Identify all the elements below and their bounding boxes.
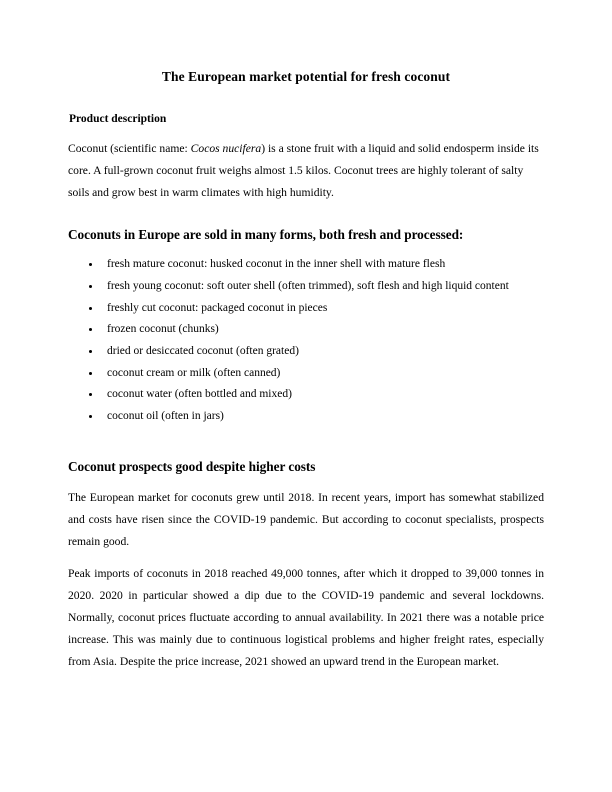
list-item (68, 258, 544, 270)
page-title: The European market potential for fresh coconut (161, 69, 451, 84)
prospects-paragraph-2: Peak imports of coconuts in 2018 reached 49,000 tonnes, after which it dropped to 39,000 tonnes in 2020. 2020 in particular showed a dip due to the COVID-19 pandemic and several lockdowns. Normally, coconut prices fluctuate according to annual availability. In 2021 there was a notable price increase. This was mainly due to continuous logistical problems and higher freight rates, especially from Asia. Despite the price increase, 2021 showed an upward trend in the European market. (68, 567, 544, 668)
list-item-label: coconut cream or milk (often canned) (107, 366, 281, 379)
list-item (68, 323, 544, 335)
list-item (68, 280, 544, 292)
prospects-paragraph-1: The European market for coconuts grew until 2018. In recent years, import has somewhat stabilized and costs have risen since the COVID-19 pandemic. But according to coconut specialists, prospects remain good. (68, 491, 544, 548)
bullet-icon (89, 415, 92, 418)
prospects-section (68, 432, 544, 673)
list-item-label: fresh young coconut: soft outer shell (often trimmed), soft flesh and high liquid content (107, 279, 509, 292)
species-name: Cocos nucifera (190, 142, 262, 156)
list-item (68, 367, 544, 379)
list-item (68, 302, 544, 314)
list-item-label: freshly cut coconut: packaged coconut in pieces (107, 301, 328, 314)
list-item-label: coconut water (often bottled and mixed) (107, 388, 292, 401)
coconut-forms-list (68, 244, 544, 422)
bullet-icon (89, 263, 92, 266)
document-content (68, 60, 544, 672)
list-item-label: dried or desiccated coconut (often grated) (107, 344, 299, 357)
prospects-heading: Coconut prospects good despite higher costs (68, 458, 316, 474)
bullet-icon (89, 372, 92, 375)
product-description-heading: Product description (69, 113, 167, 126)
list-item-label: coconut oil (often in jars) (107, 409, 224, 422)
paragraph-text-lead: Coconut (scientific name: (68, 142, 191, 156)
list-item-label: frozen coconut (chunks) (107, 323, 219, 336)
forms-heading: Coconuts in Europe are sold in many forms, both fresh and processed: (68, 226, 464, 242)
bullet-icon (89, 350, 92, 353)
list-item (68, 345, 544, 357)
list-item (68, 410, 544, 422)
paragraph-text-tail: ) is a stone fruit with a liquid and solid endosperm inside its core. A full-grown coconut fruit weighs almost 1.5 kilos. Coconut trees are highly tolerant of salty soils and grow best in warm climates with high humidity. (68, 142, 539, 199)
product-description-paragraph (68, 127, 544, 203)
list-item-label: fresh mature coconut: husked coconut in the inner shell with mature flesh (107, 258, 446, 271)
bullet-icon (89, 285, 92, 288)
list-item (68, 388, 544, 400)
bullet-icon (89, 328, 92, 331)
bullet-icon (89, 307, 92, 310)
bullet-icon (89, 393, 92, 396)
